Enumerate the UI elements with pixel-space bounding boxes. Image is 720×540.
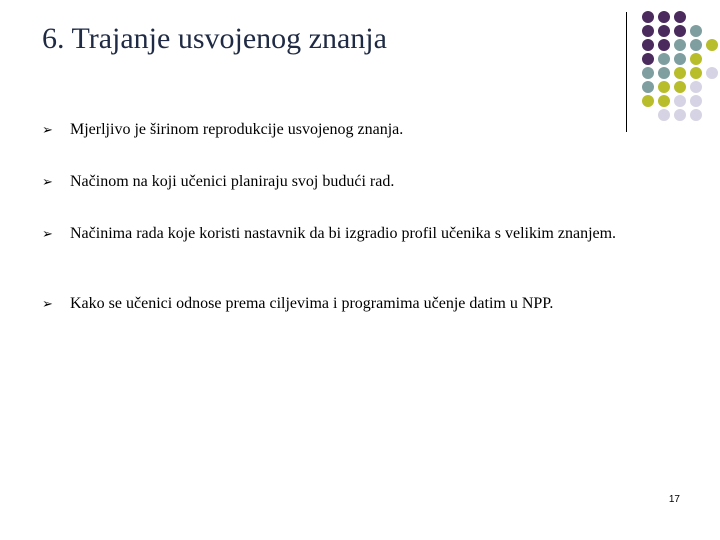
decorative-dot	[642, 39, 654, 51]
decorative-dot	[658, 53, 670, 65]
decorative-dot	[658, 25, 670, 37]
decorative-dot	[690, 95, 702, 107]
slide-title: 6. Trajanje usvojenog znanja	[42, 22, 387, 55]
arrow-bullet-icon: ➢	[42, 175, 53, 190]
decorative-dot	[690, 53, 702, 65]
decorative-dot	[674, 53, 686, 65]
bullet-text: Mjerljivo je širinom reprodukcije usvojenog znanja.	[70, 121, 404, 138]
decorative-dot	[674, 39, 686, 51]
decorative-dot	[674, 11, 686, 23]
decorative-dot	[658, 11, 670, 23]
bullet-text: Načinom na koji učenici planiraju svoj budući rad.	[70, 173, 395, 190]
decorative-dot	[690, 81, 702, 93]
bullet-text: Načinima rada koje koristi nastavnik da bi izgradio profil učenika s velikim znanjem.	[70, 225, 617, 242]
decorative-dot	[690, 39, 702, 51]
decorative-dot	[706, 39, 718, 51]
decorative-dot	[642, 95, 654, 107]
decorative-dot	[658, 95, 670, 107]
decorative-dot-grid	[0, 0, 720, 140]
decorative-dot	[642, 81, 654, 93]
decorative-dot	[674, 109, 686, 121]
arrow-bullet-icon: ➢	[42, 123, 53, 138]
decorative-dot	[690, 25, 702, 37]
decorative-dot	[642, 67, 654, 79]
arrow-bullet-icon: ➢	[42, 227, 53, 242]
page-number: 17	[668, 494, 680, 505]
decorative-dot	[658, 67, 670, 79]
decorative-dot	[674, 95, 686, 107]
arrow-bullet-icon: ➢	[42, 297, 53, 312]
decorative-dot	[674, 67, 686, 79]
bullet-text: Kako se učenici odnose prema ciljevima i programima učenje datim u NPP.	[70, 295, 554, 312]
decorative-dot	[690, 109, 702, 121]
decorative-dot	[658, 39, 670, 51]
decorative-dot	[642, 11, 654, 23]
decorative-dot	[690, 67, 702, 79]
decorative-dot	[674, 25, 686, 37]
decorative-dot	[658, 81, 670, 93]
decorative-dot	[706, 67, 718, 79]
decorative-dot	[642, 25, 654, 37]
decorative-dot	[642, 53, 654, 65]
decorative-dot	[674, 81, 686, 93]
